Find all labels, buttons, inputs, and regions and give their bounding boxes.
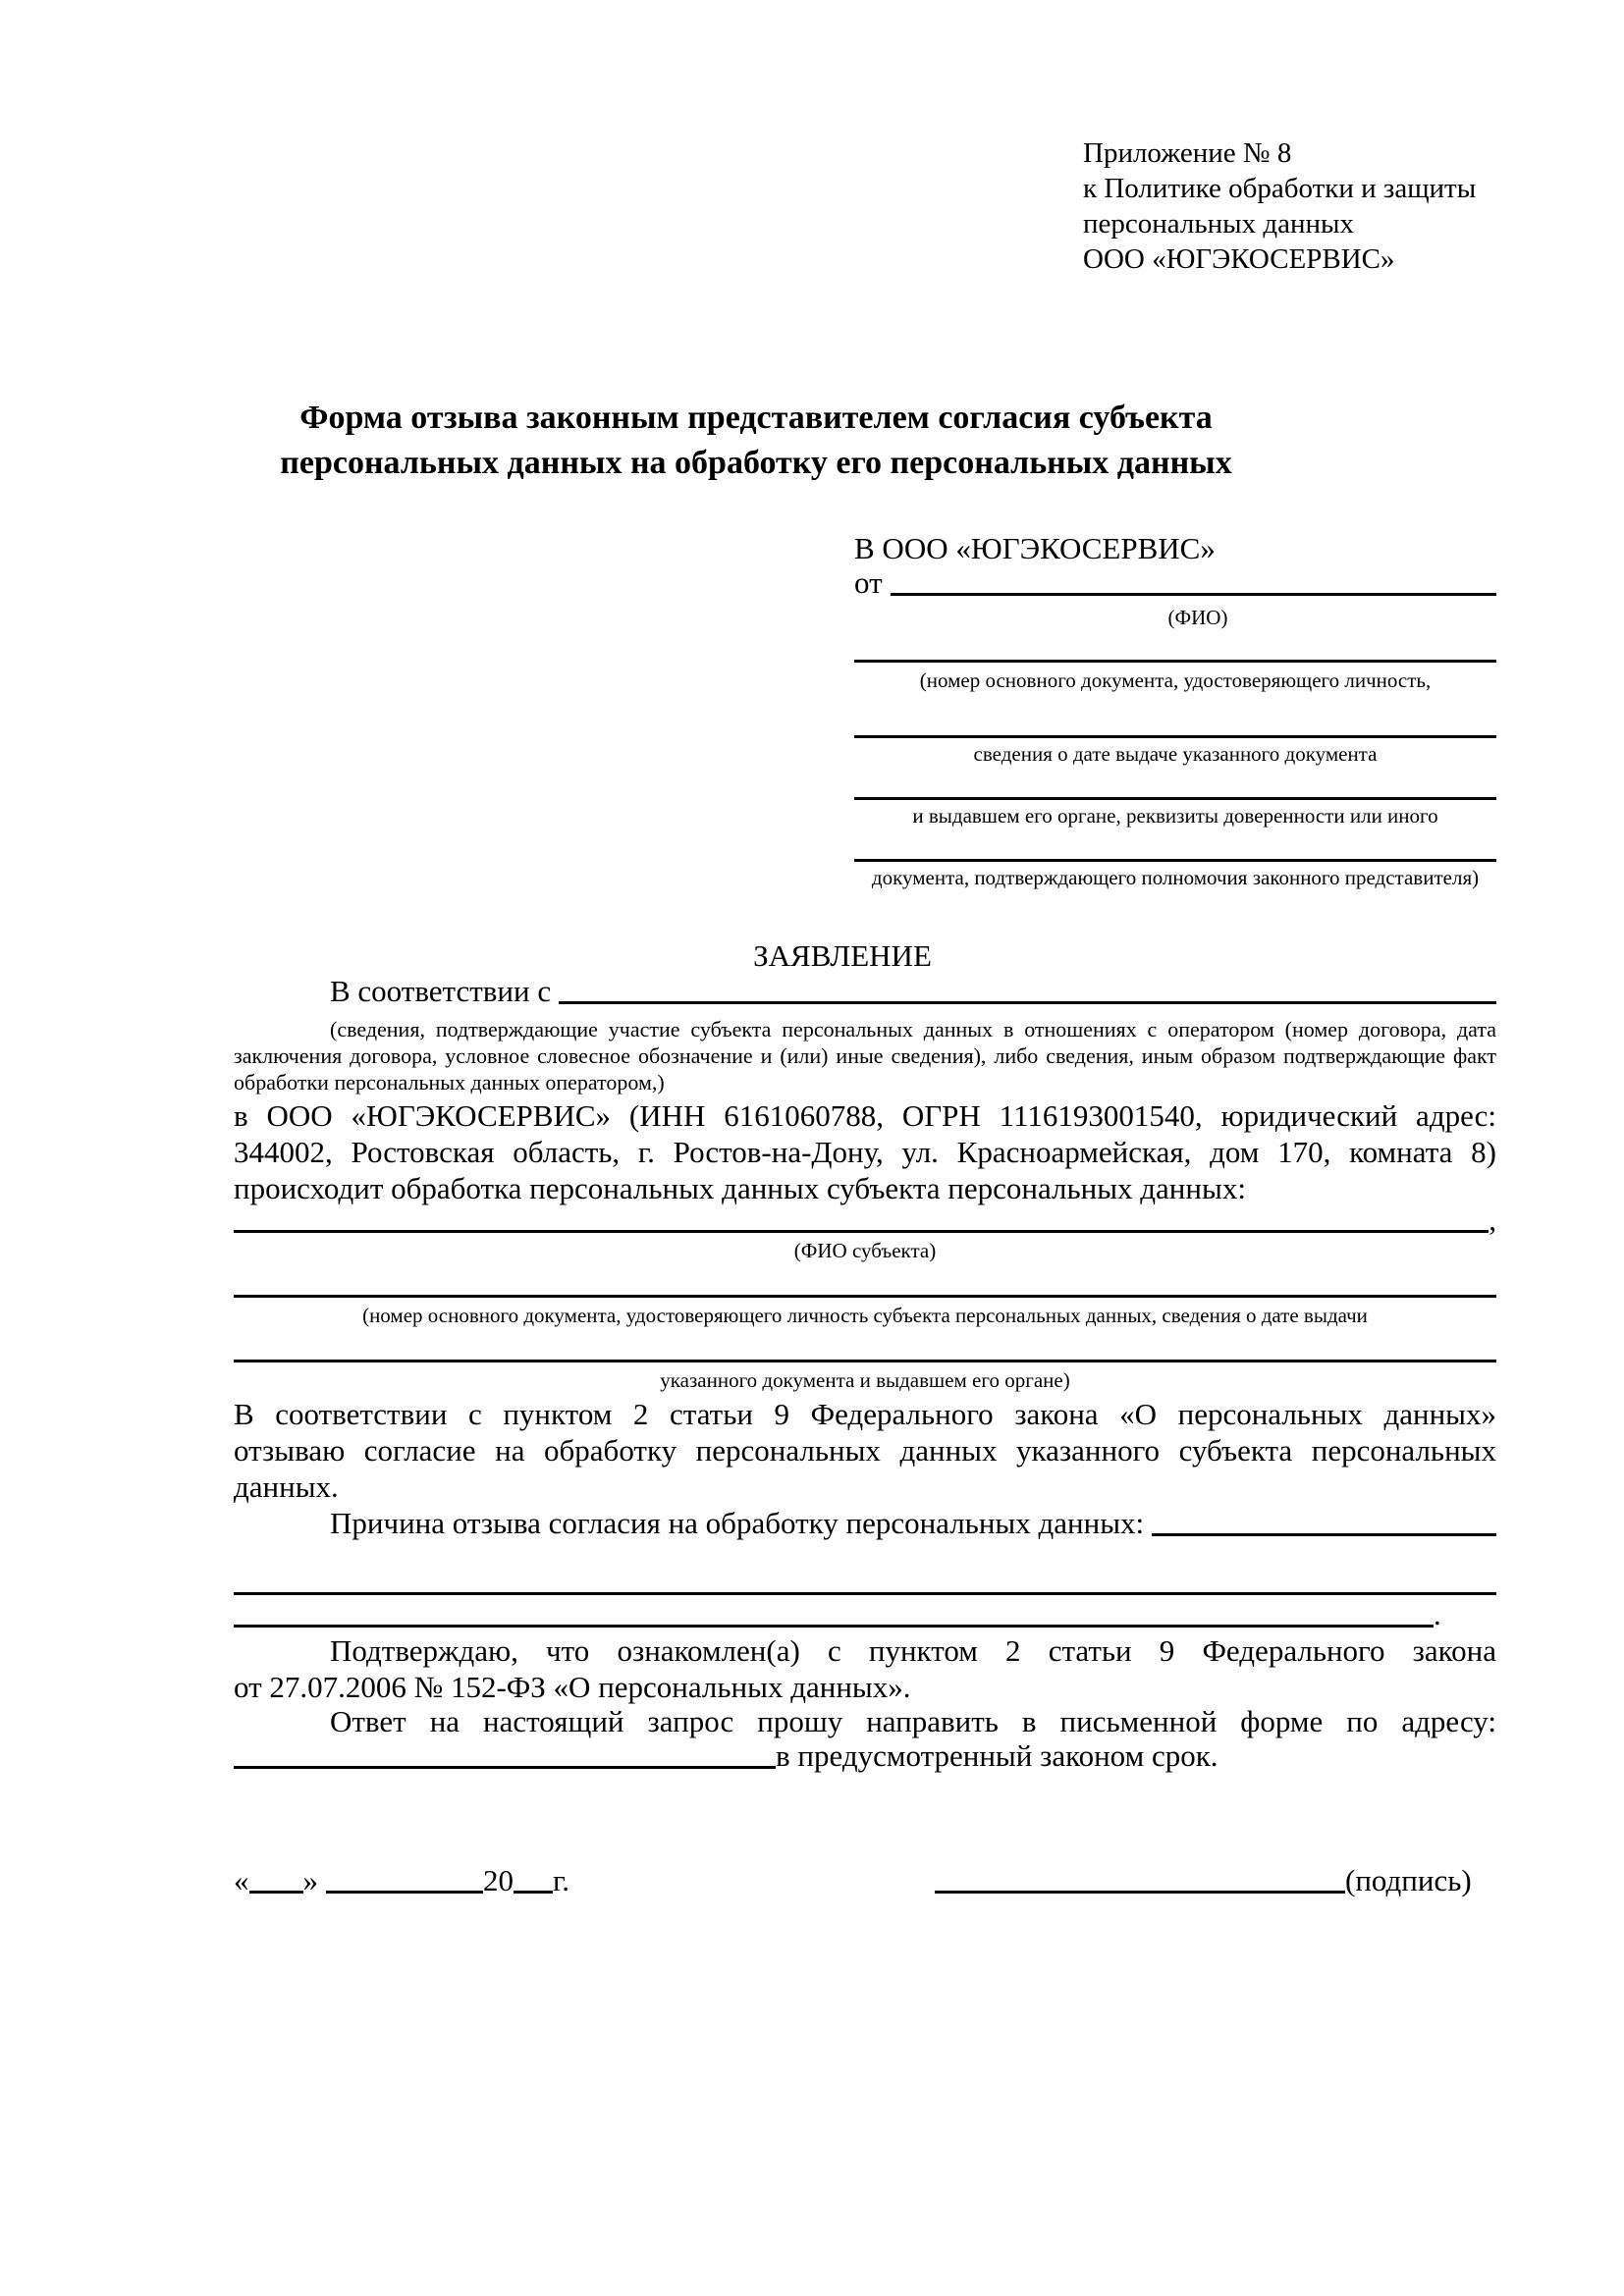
- reply-address-row: [234, 1737, 1496, 1774]
- appendix-header-line: ООО «ЮГЭКОСЕРВИС»: [1083, 243, 1395, 275]
- spacer: [318, 1862, 326, 1894]
- from-fio-blank-line: [891, 564, 1496, 596]
- date-year-prefix: 20: [483, 1863, 514, 1897]
- subject-fio-blank-line: [234, 1201, 1489, 1233]
- date-close-quote: »: [302, 1863, 318, 1897]
- appendix-header-line: к Политике обработки и защиты: [1083, 173, 1477, 204]
- intro-prefix: В соответствии с: [330, 974, 552, 1008]
- appendix-header-line: Приложение № 8: [1083, 137, 1292, 169]
- signature-blank-line: [935, 1862, 1345, 1894]
- spacer: [551, 973, 559, 1004]
- document-title-line2: персональных данных на обработку его персональных данных: [280, 445, 1232, 481]
- reply-address-blank-line: [234, 1737, 776, 1769]
- document-title-line1: Форма отзыва законным представителем согласия субъекта: [299, 400, 1213, 436]
- intro-caption-paragraph: (сведения, подтверждающие участие субъекта персональных данных в отношениях с оператором (номер договора, дата заключения договора, условное словесное обозначение и (или) иные сведения), либо сведения, иным образом подтверждающие факт обработки персональных данных оператором,): [234, 1017, 1496, 1095]
- subject-doc-caption-1: (номер основного документа, удостоверяющего личность субъекта персональных данных, сведения о дате выдачи: [362, 1304, 1368, 1327]
- fio-caption: (ФИО): [1167, 606, 1228, 629]
- withdraw-paragraph: В соответствии с пунктом 2 статьи 9 Федерального закона «О персональных данных» отзываю согласие на обработку персональных данных указанного субъекта персональных данных.: [234, 1397, 1496, 1504]
- subject-doc-blank-line-2: [234, 1360, 1496, 1362]
- date-group: [234, 1862, 569, 1898]
- addressee-caption-1: (номер основного документа, удостоверяющего личность,: [919, 668, 1432, 692]
- authority-document-blank-line: [854, 859, 1496, 862]
- date-year-blank: [514, 1862, 553, 1894]
- appendix-header: [1083, 135, 1476, 277]
- reply-tail: в предусмотренный законом срок.: [776, 1738, 1218, 1773]
- spacer: [1144, 1505, 1152, 1536]
- document-title: [0, 396, 1512, 486]
- issue-date-blank-line: [854, 735, 1496, 738]
- statement-heading: ЗАЯВЛЕНИЕ: [753, 938, 932, 973]
- reason-blank-line: [1152, 1505, 1496, 1536]
- subject-doc-blank-line: [234, 1295, 1496, 1298]
- signature-caption: (подпись): [1345, 1863, 1472, 1897]
- reason-row-3: [234, 1596, 1496, 1632]
- reason-blank-line-2: [234, 1592, 1496, 1595]
- reason-row: [330, 1505, 1496, 1541]
- intro-blank-line: [559, 973, 1496, 1004]
- addressee-caption-3: и выдавшем его органе, реквизиты доверенности или иного: [912, 804, 1438, 828]
- subject-fio-row: [234, 1201, 1496, 1238]
- signature-group: [935, 1862, 1472, 1898]
- addressee-to: В ООО «ЮГЭКОСЕРВИС»: [854, 531, 1216, 565]
- reason-blank-line-3: [234, 1596, 1434, 1628]
- date-open-quote: «: [234, 1863, 249, 1897]
- reason-label: Причина отзыва согласия на обработку персональных данных:: [330, 1506, 1145, 1540]
- confirm-paragraph: Подтверждаю, что ознакомлен(а) с пунктом 2 статьи 9 Федерального закона от 27.07.2006 № 152-ФЗ «О персональных данных».: [234, 1633, 1496, 1704]
- date-day-blank: [249, 1862, 303, 1894]
- from-label: от: [854, 565, 883, 600]
- date-year-suffix: г.: [553, 1863, 569, 1897]
- reply-request-line: Ответ на настоящий запрос прошу направить в письменной форме по адресу:: [330, 1704, 1496, 1738]
- intro-row: [330, 973, 1496, 1009]
- subject-doc-caption-2: указанного документа и выдавшем его органе): [660, 1368, 1070, 1392]
- operator-paragraph: в ООО «ЮГЭКОСЕРВИС» (ИНН 6161060788, ОГРН 1116193001540, юридический адрес: 344002, Ростовская область, г. Ростов-на-Дону, ул. Красноармейская, дом 170, комната 8) происходит обработка персональных данных субъекта персональных данных:: [234, 1098, 1496, 1205]
- issuing-authority-blank-line: [854, 797, 1496, 800]
- comma-after-line: ,: [1489, 1202, 1496, 1237]
- addressee-from-row: [854, 564, 1496, 601]
- subject-fio-caption: (ФИО субъекта): [793, 1239, 937, 1262]
- date-month-blank: [326, 1862, 483, 1894]
- addressee-caption-4: документа, подтверждающего полномочия законного представителя): [871, 866, 1480, 889]
- addressee-caption-2: сведения о дате выдаче указанного документа: [973, 742, 1378, 766]
- period-after-line: .: [1434, 1597, 1441, 1631]
- spacer: [883, 564, 891, 596]
- doc-number-blank-line: [854, 660, 1496, 663]
- appendix-header-line: персональных данных: [1083, 208, 1355, 240]
